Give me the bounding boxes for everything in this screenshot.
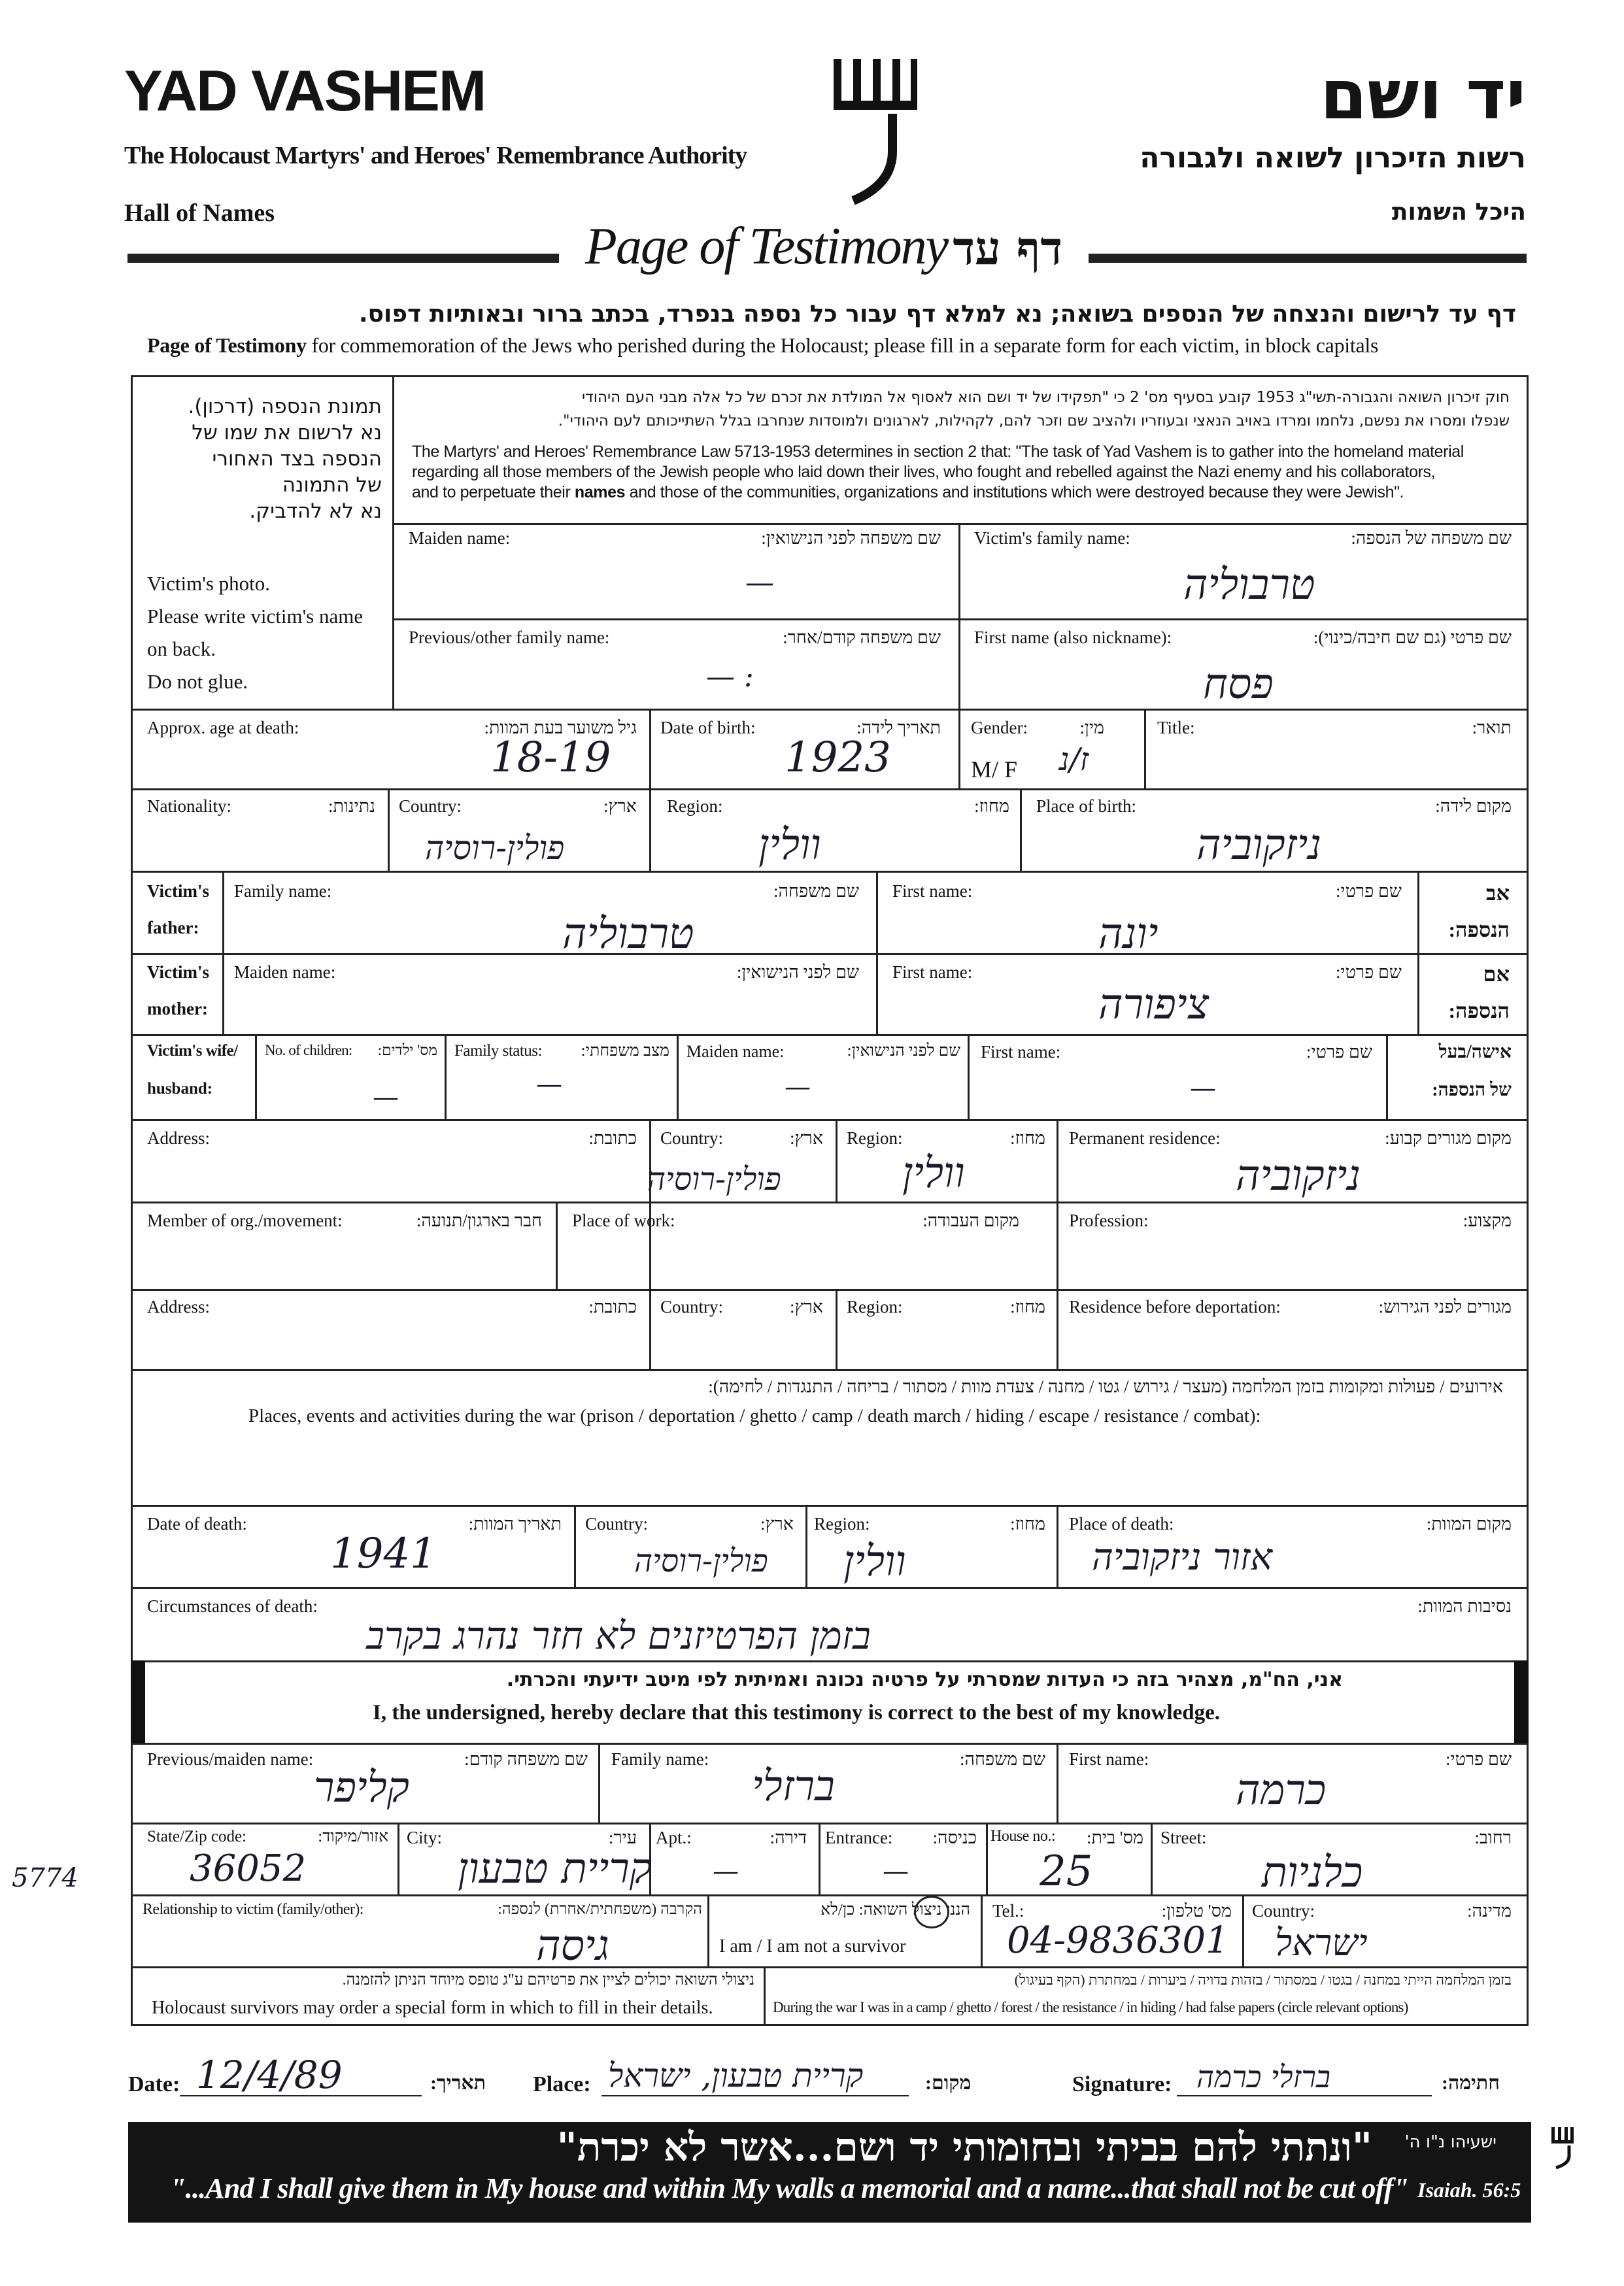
value-family-name: טרבוליה bbox=[1183, 561, 1315, 609]
law-en-2: regarding all those members of the Jewish people who laid down their lives, who fought and rebelled against the Nazi enemy and his collaborators, bbox=[412, 463, 1436, 481]
label-spouse-he-1: אישה/בעל bbox=[1438, 1042, 1512, 1062]
label-family-he: שם משפחה של הנספה: bbox=[1351, 528, 1512, 548]
label-father-family-he: שם משפחה: bbox=[773, 881, 859, 901]
label-mother-first: First name: bbox=[892, 962, 973, 982]
rule-row11 bbox=[131, 1369, 1529, 1371]
value-addr-region: וולין bbox=[902, 1149, 965, 1198]
label-mother-maiden-he: שם לפני הנישואין: bbox=[736, 962, 859, 982]
label-mother-first-he: שם פרטי: bbox=[1335, 962, 1402, 982]
photo-he-3: הנספה בצד האחורי bbox=[212, 447, 382, 471]
rule-addr2-a bbox=[649, 1289, 651, 1369]
rule-addr-a bbox=[649, 1119, 651, 1289]
rule-maiden-family bbox=[958, 523, 960, 709]
label-title: Title: bbox=[1157, 718, 1195, 737]
rule-row4 bbox=[131, 788, 1529, 790]
org-subtitle-he: רשות הזיכרון לשואה ולגבורה bbox=[1140, 141, 1526, 175]
note-special-en: Holocaust survivors may order a special form in which to fill in their details. bbox=[152, 1998, 713, 2018]
hall-of-names-he: היכל השמות bbox=[1391, 199, 1526, 226]
rule-death-a bbox=[574, 1505, 576, 1587]
note-special-he: ניצולי השואה יכולים לציין את פרטיהם ע"ג טופס מיוחד הניתן להזמנה. bbox=[342, 1972, 754, 1989]
value-zip: 36052 bbox=[190, 1847, 307, 1890]
label-spouse-1: Victim's wife/ bbox=[147, 1042, 238, 1060]
value-maiden: — bbox=[745, 566, 774, 599]
value-fstatus: — bbox=[536, 1069, 562, 1100]
photo-he-1: תמונת הנספה (דרכון). bbox=[188, 395, 382, 418]
intro-he: דף עד לרישום והנצחה של הנספים בשואה; נא למלא דף עבור כל נספה בנפרד, בכתב ברור ובאותיות דפוס. bbox=[358, 301, 1516, 328]
rule-death-c bbox=[1057, 1505, 1058, 1587]
declaration-he: אני, הח"מ, מצהיר בזה כי העדות שמסרתי על פרטיה נכונה ואמיתית לפי מיטב ידיעתי והכרתי. bbox=[506, 1668, 1343, 1691]
photo-en-2: Please write victim's name bbox=[147, 605, 364, 628]
rule-death-b bbox=[805, 1505, 807, 1587]
footer-quote-en: "...And I shall give them in My house and within My walls a memorial and a name...that shall not be cut off" bbox=[170, 2172, 1409, 2204]
label-addr-region: Region: bbox=[847, 1128, 903, 1148]
label-signature: Signature: bbox=[1072, 2072, 1172, 2096]
value-pob: ניזקוביה bbox=[1196, 821, 1322, 869]
rule-member-work bbox=[556, 1202, 558, 1289]
note-during-he: בזמן המלחמה הייתי במחנה / בגטו / במסתור / בזהות בדויה / ביערות / במחתרת (הקף בעיגול) bbox=[1014, 1972, 1512, 1988]
label-maiden2-he: שם לפני הנישואין: bbox=[847, 1042, 960, 1060]
rule-row14 bbox=[131, 1660, 1529, 1662]
label-father-2: father: bbox=[147, 918, 199, 937]
label-rel-he: הקרבה (משפחתית/אחרת) לנספה: bbox=[498, 1901, 702, 1918]
value-first-name: פסח bbox=[1203, 660, 1274, 709]
label-spouse-2: husband: bbox=[147, 1080, 213, 1098]
label-children: No. of children: bbox=[265, 1042, 352, 1058]
value-father-first: יונה bbox=[1098, 910, 1159, 958]
law-text-en bbox=[412, 442, 1464, 503]
rule-row15 bbox=[131, 1743, 1529, 1745]
value-country: פולין-רוסיה bbox=[425, 829, 565, 867]
label-res-before-he: מגורים לפני הגירוש: bbox=[1378, 1297, 1512, 1317]
label-circ: Circumstances of death: bbox=[147, 1596, 318, 1616]
label-addr-country: Country: bbox=[660, 1128, 724, 1148]
rule-row2 bbox=[392, 618, 1529, 620]
label-zip-he: אזור/מיקוד: bbox=[318, 1828, 388, 1845]
label-city-he: עיר: bbox=[608, 1828, 637, 1847]
value-sub-prev: קליפר bbox=[314, 1764, 409, 1812]
photo-box-en bbox=[147, 567, 363, 698]
label-work: Place of work: bbox=[572, 1211, 675, 1230]
rule-father-mid bbox=[876, 871, 878, 1034]
label-sub-first: First name: bbox=[1069, 1749, 1149, 1769]
label-place: Place: bbox=[533, 2072, 591, 2096]
label-family: Victim's family name: bbox=[974, 528, 1130, 548]
label-title-he: תואר: bbox=[1472, 718, 1512, 737]
value-apt: — bbox=[713, 1857, 739, 1887]
label-scountry-he: מדינה: bbox=[1467, 1901, 1512, 1921]
label-spouse-he-2: של הנספה: bbox=[1432, 1080, 1512, 1100]
law-he-1: חוק זיכרון השואה והגבורה-תשי"ג 1953 קובע בסעיף מס' 2 כי "תפקידו של יד ושם הוא לאסוף אל המולדת את זכרם של כל אלה מבני העם היהודי bbox=[582, 389, 1510, 406]
label-sub-family-he: שם משפחה: bbox=[960, 1749, 1045, 1769]
label-children-he: מס' ילדים: bbox=[377, 1042, 437, 1058]
label-prev: Previous/other family name: bbox=[409, 628, 610, 647]
label-member: Member of org./movement: bbox=[147, 1211, 343, 1230]
rule-note bbox=[764, 1966, 766, 2026]
label-address2: Address: bbox=[147, 1297, 210, 1317]
label-father-1: Victim's bbox=[147, 881, 209, 901]
footer-ref-he: ישעיהו נ"ו ה' bbox=[1404, 2132, 1497, 2152]
photo-en-3: on back. bbox=[147, 637, 216, 660]
label-addr-country-he: ארץ: bbox=[789, 1128, 823, 1148]
rule-row12 bbox=[131, 1505, 1529, 1507]
label-scountry: Country: bbox=[1252, 1901, 1315, 1921]
value-relationship: גיסה bbox=[536, 1922, 609, 1970]
label-prev-he: שם משפחה קודם/אחר: bbox=[783, 628, 941, 647]
value-age: 18-19 bbox=[490, 733, 611, 782]
label-res-before: Residence before deportation: bbox=[1069, 1297, 1281, 1317]
law-text-he bbox=[558, 386, 1510, 433]
note-during-en: During the war I was in a camp / ghetto / forest / the resistance / in hiding / had false papers (circle relevant options) bbox=[773, 1999, 1408, 2015]
label-house: House no.: bbox=[990, 1828, 1055, 1845]
label-addr2-region-he: מחוז: bbox=[1010, 1297, 1045, 1317]
label-nationality-he: נתינות: bbox=[328, 796, 375, 816]
label-country: Country: bbox=[399, 796, 462, 816]
label-age: Approx. age at death: bbox=[147, 718, 299, 737]
label-sub-prev: Previous/maiden name: bbox=[147, 1749, 314, 1769]
value-dob: 1923 bbox=[785, 733, 891, 782]
label-mother-maiden: Maiden name: bbox=[234, 962, 336, 982]
value-country2: ישראל bbox=[1275, 1922, 1368, 1964]
label-fstatus: Family status: bbox=[454, 1042, 542, 1060]
label-events-he: אירועים / פעולות ומקומות בזמן המלחמה (מעצר / גירוש / גטו / מחנה / צעדת מוות / מסתור / בריחה / התנגדות / לחימה): bbox=[708, 1377, 1503, 1396]
label-street-he: רחוב: bbox=[1474, 1828, 1512, 1847]
label-death-region: Region: bbox=[814, 1514, 870, 1534]
label-sub-prev-he: שם משפחה קודם: bbox=[464, 1749, 588, 1769]
label-rel: Relationship to victim (family/other): bbox=[143, 1901, 364, 1918]
rule-saddr-d bbox=[986, 1823, 988, 1894]
rule-row9 bbox=[131, 1202, 1529, 1203]
label-pob-he: מקום לידה: bbox=[1435, 796, 1512, 816]
label-first: First name (also nickname): bbox=[974, 628, 1172, 647]
label-mother-he-2: הנספה: bbox=[1448, 999, 1510, 1022]
label-member-he: חבר בארגון/תנועה: bbox=[416, 1211, 542, 1230]
rule-nat-country bbox=[388, 788, 390, 871]
label-maiden: Maiden name: bbox=[409, 528, 511, 548]
value-sub-family: ברזלי bbox=[752, 1762, 835, 1811]
value-region: וולין bbox=[758, 821, 821, 869]
value-pod: אזור ניזקוביה bbox=[1092, 1536, 1273, 1579]
label-mother-1: Victim's bbox=[147, 962, 209, 982]
value-dod: 1941 bbox=[330, 1530, 437, 1578]
rule-gender-title bbox=[1144, 709, 1146, 788]
label-father-first-he: שם פרטי: bbox=[1335, 881, 1402, 901]
survivor-circle-mark bbox=[914, 1896, 949, 1928]
value-spouse-first: — bbox=[1190, 1073, 1216, 1103]
rule-row13 bbox=[131, 1587, 1529, 1589]
rule-spouse-c bbox=[677, 1034, 679, 1119]
value-house: 25 bbox=[1040, 1847, 1093, 1896]
label-profession: Profession: bbox=[1069, 1211, 1149, 1230]
value-children: — bbox=[373, 1083, 399, 1113]
value-father-family: טרבוליה bbox=[562, 910, 694, 958]
label-dod: Date of death: bbox=[147, 1514, 247, 1534]
label-maiden-he: שם משפחה לפני הנישואין: bbox=[761, 528, 941, 548]
label-pob: Place of birth: bbox=[1036, 796, 1136, 816]
label-address2-he: כתובת: bbox=[588, 1297, 637, 1317]
value-addr-country: פולין-רוסיה bbox=[647, 1161, 781, 1198]
rule-row18 bbox=[131, 1966, 1529, 1968]
label-pod-he: מקום המוות: bbox=[1426, 1514, 1512, 1534]
rule-rel-c bbox=[1242, 1894, 1244, 1966]
label-father-first: First name: bbox=[892, 881, 973, 901]
label-gender: Gender: bbox=[971, 718, 1028, 737]
rule-father-right bbox=[1417, 871, 1419, 1034]
rule-row3 bbox=[131, 709, 1529, 711]
label-sub-first-he: שם פרטי: bbox=[1445, 1749, 1512, 1769]
value-prev: : — bbox=[706, 660, 754, 694]
gender-options: M/ F bbox=[971, 756, 1018, 782]
value-city: קריית טבעון bbox=[458, 1845, 652, 1893]
rule-row8 bbox=[131, 1119, 1529, 1121]
label-mother-2: mother: bbox=[147, 999, 208, 1018]
place-underline bbox=[601, 2095, 909, 2096]
law-en-1: The Martyrs' and Heroes' Remembrance Law 5713-1953 determines in section 2 that: "The task of Yad Vashem is to gather into the homeland material bbox=[412, 443, 1464, 461]
rule-sub-b bbox=[1057, 1743, 1058, 1823]
rule-region-pob bbox=[1020, 788, 1022, 871]
label-addr2-region: Region: bbox=[847, 1297, 903, 1317]
label-survivor-he: הנני ניצול השואה: כן/לא bbox=[820, 1901, 970, 1919]
rule-addr2-b bbox=[836, 1289, 837, 1369]
title-rule-right bbox=[1089, 254, 1527, 263]
value-signature: ברזלי כרמה bbox=[1196, 2059, 1331, 2094]
label-address: Address: bbox=[147, 1128, 210, 1148]
label-mother-he-1: אם bbox=[1483, 962, 1510, 986]
page-title-en: Page of Testimony bbox=[585, 218, 948, 275]
rule-spouse-d bbox=[968, 1034, 970, 1119]
label-age-he: גיל משוער בעת המוות: bbox=[484, 718, 637, 737]
value-perm: ניזקוביה bbox=[1236, 1152, 1361, 1200]
rule-saddr-c bbox=[819, 1823, 820, 1894]
rule-country-region bbox=[649, 788, 651, 871]
photo-he-5: נא לא להדביק. bbox=[249, 499, 382, 523]
rule-addr2-c bbox=[1057, 1289, 1058, 1369]
value-place: קריית טבעון, ישראל bbox=[608, 2057, 864, 2094]
org-title-en: YAD VASHEM bbox=[124, 58, 486, 123]
label-fstatus-he: מצב משפחתי: bbox=[581, 1042, 669, 1060]
label-dob: Date of birth: bbox=[660, 718, 756, 737]
value-death-country: פולין-רוסיה bbox=[634, 1543, 768, 1579]
rule-saddr-a bbox=[398, 1823, 399, 1894]
page-title-he: דף עד bbox=[953, 221, 1062, 275]
label-entrance: Entrance: bbox=[825, 1828, 893, 1847]
value-maiden2: — bbox=[785, 1072, 811, 1102]
photo-en-4: Do not glue. bbox=[147, 670, 248, 693]
label-perm: Permanent residence: bbox=[1069, 1128, 1221, 1148]
label-city: City: bbox=[407, 1828, 443, 1847]
label-death-country: Country: bbox=[585, 1514, 649, 1534]
label-address-he: כתובת: bbox=[588, 1128, 637, 1148]
label-signature-he: חתימה: bbox=[1442, 2072, 1500, 2094]
label-death-country-he: ארץ: bbox=[760, 1514, 794, 1534]
label-zip: State/Zip code: bbox=[147, 1828, 247, 1845]
value-death-region: וולין bbox=[843, 1538, 906, 1586]
label-country-he: ארץ: bbox=[603, 796, 637, 816]
label-father-family: Family name: bbox=[234, 881, 332, 901]
label-addr-region-he: מחוז: bbox=[1010, 1128, 1045, 1148]
label-dod-he: תאריך המוות: bbox=[468, 1514, 562, 1534]
declaration-bar-right bbox=[1514, 1660, 1529, 1743]
yad-vashem-logo bbox=[827, 54, 919, 217]
label-entrance-he: כניסה: bbox=[932, 1828, 977, 1847]
rule-addr-c bbox=[1057, 1119, 1058, 1289]
value-date: 12/4/89 bbox=[196, 2053, 343, 2097]
label-street: Street: bbox=[1160, 1828, 1207, 1847]
rule-spouse-a bbox=[255, 1034, 257, 1119]
label-first-he: שם פרטי (גם שם חיבה/כינוי): bbox=[1313, 628, 1512, 647]
label-sub-family: Family name: bbox=[611, 1749, 709, 1769]
label-dob-he: תאריך לידה: bbox=[856, 718, 941, 737]
photo-en-1: Victim's photo. bbox=[147, 572, 270, 595]
label-tel: Tel.: bbox=[992, 1901, 1024, 1921]
label-spouse-first-he: שם פרטי: bbox=[1306, 1042, 1372, 1062]
org-title-he: יד ושם bbox=[1320, 55, 1526, 135]
label-date-he: תאריך: bbox=[430, 2072, 486, 2094]
value-sub-first: כרמה bbox=[1236, 1766, 1327, 1815]
rule-spouse-b bbox=[445, 1034, 447, 1119]
label-date: Date: bbox=[128, 2072, 180, 2096]
footer-logo-icon bbox=[1549, 2125, 1576, 2170]
photo-divider bbox=[392, 375, 394, 709]
label-gender-he: מין: bbox=[1079, 718, 1104, 737]
footer-quote-he: "ונתתי להם בביתי ובחומותי יד ושם...אשר לא יכרת" bbox=[556, 2125, 1372, 2170]
label-profession-he: מקצוע: bbox=[1463, 1211, 1512, 1230]
label-events-en: Places, events and activities during the war (prison / deportation / ghetto / camp / death march / hiding / escape / resistance / combat): bbox=[248, 1405, 1261, 1426]
rule-saddr-e bbox=[1151, 1823, 1153, 1894]
label-death-region-he: מחוז: bbox=[1010, 1514, 1045, 1534]
label-apt: Apt.: bbox=[656, 1828, 692, 1847]
label-region-he: מחוז: bbox=[974, 796, 1009, 816]
rule-row10 bbox=[131, 1289, 1529, 1291]
signature-underline bbox=[1177, 2095, 1432, 2096]
rule-rel-a bbox=[707, 1894, 709, 1966]
label-circ-he: נסיבות המוות: bbox=[1417, 1596, 1512, 1616]
rule-row5 bbox=[131, 871, 1529, 873]
label-addr2-country: Country: bbox=[660, 1297, 724, 1317]
value-street: כלניות bbox=[1262, 1849, 1363, 1897]
value-mother-first: ציפורה bbox=[1098, 981, 1210, 1029]
label-survivor-en: I am / I am not a survivor bbox=[719, 1936, 906, 1957]
rule-row16 bbox=[131, 1823, 1529, 1824]
margin-note: 5774 bbox=[12, 1863, 78, 1893]
law-en-3: and to perpetuate their names and those of the communities, organizations and institutions which were destroyed because they were Jewish". bbox=[412, 483, 1404, 501]
label-maiden2: Maiden name: bbox=[686, 1042, 785, 1061]
rule-law-bottom bbox=[392, 523, 1529, 525]
rule-spouse-e bbox=[1386, 1034, 1388, 1119]
label-perm-he: מקום מגורים קבוע: bbox=[1385, 1128, 1512, 1148]
value-entrance: — bbox=[883, 1857, 909, 1887]
label-apt-he: דירה: bbox=[770, 1828, 807, 1847]
law-he-2: שנפלו ומסרו את נפשם, נלחמו ומרדו באויב הנאצי ובעוזריו ולהציב שם וזכר להם, לקהילות, לארגונים ולמוסדות שנחרבו בגלל השתייכותם לעם היהודי". bbox=[558, 412, 1510, 429]
org-subtitle-en: The Holocaust Martyrs' and Heroes' Remembrance Authority bbox=[124, 142, 747, 169]
intro-en-rest: for commemoration of the Jews who perished during the Holocaust; please fill in a separate form for each victim, in block capitals bbox=[306, 333, 1379, 357]
rule-row7 bbox=[131, 1034, 1529, 1036]
label-tel-he: מס' טלפון: bbox=[1161, 1901, 1232, 1921]
label-nationality: Nationality: bbox=[147, 796, 231, 816]
rule-dob-gender bbox=[958, 709, 960, 788]
label-pod: Place of death: bbox=[1069, 1514, 1174, 1534]
title-rule-left bbox=[127, 254, 559, 263]
rule-father-left bbox=[222, 871, 224, 1034]
photo-box-he bbox=[188, 394, 382, 524]
label-father-he-1: אב bbox=[1486, 881, 1510, 905]
label-father-he-2: הנספה: bbox=[1448, 918, 1510, 941]
intro-en bbox=[147, 333, 1378, 358]
label-addr2-country-he: ארץ: bbox=[789, 1297, 823, 1317]
rule-sub-a bbox=[598, 1743, 600, 1823]
value-tel: 04-9836301 bbox=[1007, 1919, 1229, 1962]
rule-rel-b bbox=[981, 1894, 983, 1966]
value-circumstances: בזמן הפרטיזנים לא חזר נהרג בקרב bbox=[366, 1613, 871, 1658]
footer-ref-en: Isaiah. 56:5 bbox=[1417, 2178, 1521, 2202]
declaration-en: I, the undersigned, hereby declare that this testimony is correct to the best of my knowledge. bbox=[373, 1701, 1221, 1724]
rule-addr-b bbox=[836, 1119, 837, 1202]
value-gender: ז/נ bbox=[1059, 741, 1089, 778]
intro-en-bold: Page of Testimony bbox=[147, 333, 307, 357]
declaration-bar-left bbox=[131, 1660, 145, 1743]
hall-of-names-en: Hall of Names bbox=[124, 199, 275, 227]
photo-he-2: נא לרשום את שמו של bbox=[192, 421, 382, 445]
label-region: Region: bbox=[667, 796, 723, 816]
label-house-he: מס' בית: bbox=[1086, 1828, 1143, 1847]
rule-age-dob bbox=[649, 709, 651, 788]
label-work-he: מקום העבודה: bbox=[922, 1211, 1019, 1230]
label-place-he: מקום: bbox=[925, 2072, 972, 2094]
photo-he-4: של התמונה bbox=[282, 473, 382, 497]
rule-row6 bbox=[131, 953, 1529, 955]
label-spouse-first: First name: bbox=[981, 1042, 1061, 1062]
